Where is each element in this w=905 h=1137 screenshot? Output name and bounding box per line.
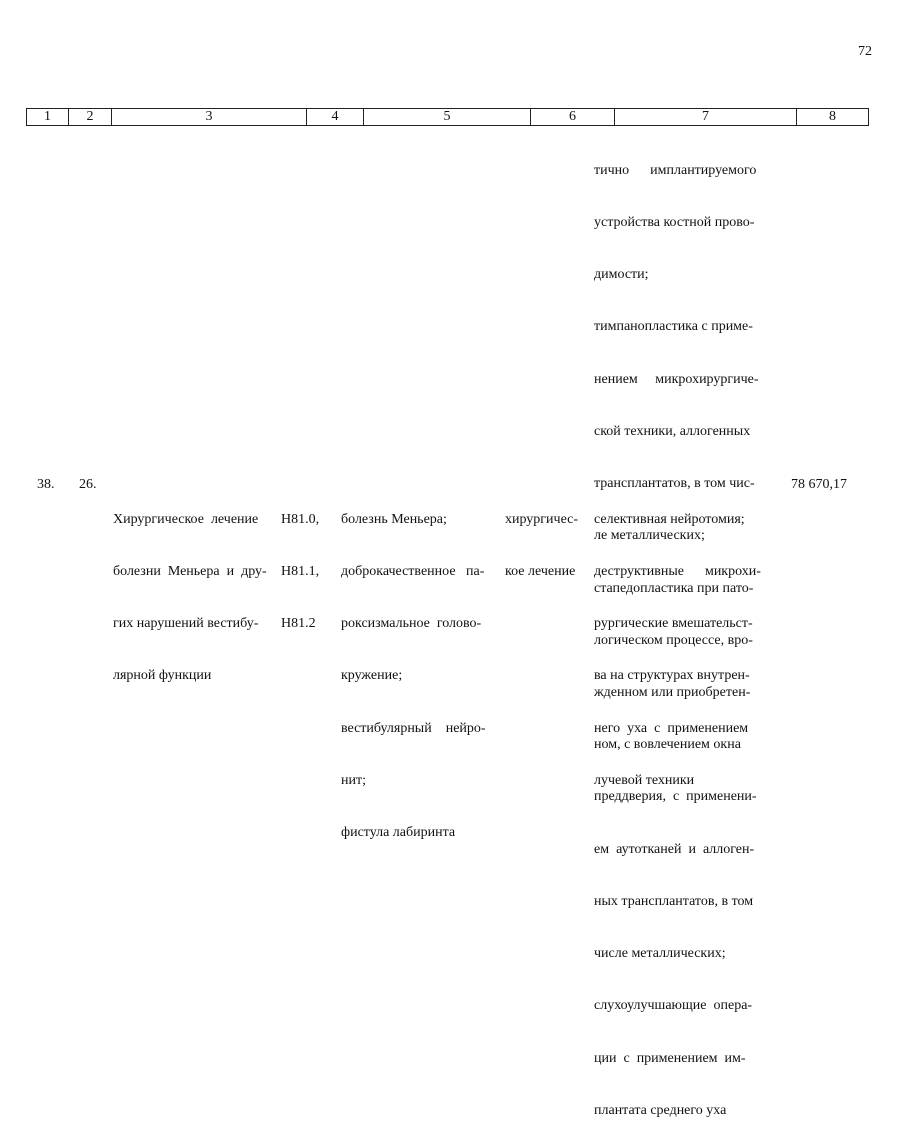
text-line: вестибулярный нейро- bbox=[341, 720, 486, 736]
text-line: димости; bbox=[594, 267, 649, 283]
header-col-7: 7 bbox=[615, 109, 797, 126]
text-line: ле металлических; bbox=[594, 528, 705, 544]
column-number-header bbox=[26, 108, 869, 126]
page-number: 72 bbox=[858, 44, 872, 59]
text-line: кружение; bbox=[341, 668, 403, 684]
text-line: лучевой техники bbox=[594, 772, 695, 788]
text-line: ных трансплантатов, в том bbox=[594, 893, 754, 909]
header-col-3: 3 bbox=[112, 109, 307, 126]
text-line: доброкачественное па- bbox=[341, 564, 485, 580]
text-line: кое лечение bbox=[505, 564, 576, 580]
text-line: H81.1, bbox=[281, 564, 320, 580]
text-line: болезни Меньера и дру- bbox=[113, 564, 267, 580]
icd-codes bbox=[281, 476, 319, 650]
text-line: ва на структурах внутрен- bbox=[594, 668, 750, 684]
text-line: селективная нейротомия; bbox=[594, 511, 745, 527]
text-line: логическом процессе, вро- bbox=[594, 632, 753, 648]
text-line: жденном или приобретен- bbox=[594, 685, 751, 700]
treatment-profile-text bbox=[113, 476, 278, 702]
text-line: числе металлических; bbox=[594, 946, 726, 962]
text-line: стапедопластика при пато- bbox=[594, 580, 754, 596]
text-line: ции с применением им- bbox=[594, 1050, 746, 1066]
text-line: плантата среднего уха bbox=[594, 1102, 727, 1118]
text-line: нит; bbox=[341, 772, 366, 788]
text-line: деструктивные микрохи- bbox=[594, 564, 761, 580]
text-line: H81.2 bbox=[281, 616, 316, 632]
text-line: гих нарушений вестибу- bbox=[113, 616, 259, 632]
treatment-type-text bbox=[505, 476, 587, 598]
text-line: хирургичес- bbox=[505, 511, 579, 527]
header-col-6: 6 bbox=[531, 109, 615, 126]
text-line: ской техники, аллогенных bbox=[594, 423, 751, 439]
text-line: трансплантатов, в том чис- bbox=[594, 476, 755, 492]
text-line: болезнь Меньера; bbox=[341, 511, 447, 527]
row-number: 38. bbox=[37, 477, 55, 492]
header-col-8: 8 bbox=[797, 109, 869, 126]
text-line: него уха с применением bbox=[594, 720, 749, 736]
text-line: ном, с вовлечением окна bbox=[594, 737, 741, 753]
text-line: нением микрохирургиче- bbox=[594, 371, 759, 387]
text-line: тимпанопластика с приме- bbox=[594, 319, 753, 335]
text-line: слухоулучшающие опера- bbox=[594, 998, 753, 1014]
text-line: лярной функции bbox=[113, 668, 212, 684]
text-line: роксизмальное голово- bbox=[341, 616, 482, 632]
text-line: тично имплантируемого bbox=[594, 162, 757, 178]
header-col-2: 2 bbox=[69, 109, 112, 126]
text-line: устройства костной прово- bbox=[594, 215, 755, 231]
header-col-5: 5 bbox=[364, 109, 531, 126]
text-line: преддверия, с применени- bbox=[594, 789, 757, 805]
treatment-method-text bbox=[594, 476, 774, 807]
text-line: ем аутотканей и аллоген- bbox=[594, 841, 755, 857]
cost-value: 78 670,17 bbox=[791, 477, 847, 492]
diagnosis-text bbox=[341, 476, 501, 859]
text-line: H81.0, bbox=[281, 511, 320, 527]
text-line: фистула лабиринта bbox=[341, 825, 456, 841]
text-line: рургические вмешательст- bbox=[594, 616, 753, 632]
header-col-1: 1 bbox=[27, 109, 69, 126]
header-col-4: 4 bbox=[307, 109, 364, 126]
text-line: Хирургическое лечение bbox=[113, 511, 259, 527]
group-number: 26. bbox=[79, 477, 97, 492]
